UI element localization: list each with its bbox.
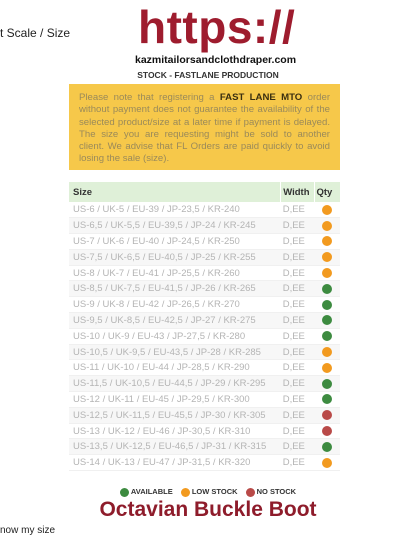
scale-size-label: t Scale / Size <box>0 26 71 40</box>
fastlane-notice <box>69 84 340 170</box>
size-cell: US-13,5 / UK-12,5 / EU-46,5 / JP-31 / KR-315 <box>69 439 281 455</box>
size-cell: US-12,5 / UK-11,5 / EU-45,5 / JP-30 / KR-305 <box>69 407 281 423</box>
size-cell: US-14 / UK-13 / EU-47 / JP-31,5 / KR-320 <box>69 455 281 471</box>
size-cell: US-6 / UK-5 / EU-39 / JP-23,5 / KR-240 <box>69 202 281 218</box>
size-cell: US-13 / UK-12 / EU-46 / JP-30,5 / KR-310 <box>69 423 281 439</box>
legend-available <box>120 487 173 497</box>
stock-status-dot-icon <box>322 426 332 436</box>
size-column-header: Size <box>69 182 281 202</box>
legend-low-stock <box>181 487 238 497</box>
stock-status-dot-icon <box>322 442 332 452</box>
qty-cell <box>314 392 340 408</box>
size-cell: US-9 / UK-8 / EU-42 / JP-26,5 / KR-270 <box>69 297 281 313</box>
qty-cell <box>314 407 340 423</box>
qty-cell <box>314 202 340 218</box>
watermark-domain: kazmitailorsandclothdraper.com <box>135 54 297 66</box>
stock-status-dot-icon <box>322 236 332 246</box>
legend-no-stock <box>246 487 296 497</box>
qty-cell <box>314 455 340 471</box>
stock-legend <box>0 487 416 497</box>
size-table-body <box>69 202 340 471</box>
width-cell: D,EE <box>281 249 314 265</box>
table-row <box>69 392 340 408</box>
width-cell: D,EE <box>281 455 314 471</box>
notice-highlight: FAST LANE MTO <box>219 92 303 103</box>
table-row <box>69 202 340 218</box>
size-cell: US-8,5 / UK-7,5 / EU-41,5 / JP-26 / KR-265 <box>69 281 281 297</box>
width-cell: D,EE <box>281 423 314 439</box>
width-cell: D,EE <box>281 265 314 281</box>
table-row <box>69 265 340 281</box>
qty-cell <box>314 344 340 360</box>
table-row <box>69 439 340 455</box>
stock-status-dot-icon <box>322 300 332 310</box>
watermark-url: https:// <box>138 1 296 53</box>
qty-cell <box>314 423 340 439</box>
stock-status-dot-icon <box>322 347 332 357</box>
width-cell: D,EE <box>281 407 314 423</box>
qty-column-header: Qty <box>314 182 340 202</box>
qty-cell <box>314 218 340 234</box>
width-cell: D,EE <box>281 392 314 408</box>
stock-status-dot-icon <box>322 331 332 341</box>
notice-text-part1: Please note that registering a <box>79 92 220 103</box>
width-cell: D,EE <box>281 376 314 392</box>
size-cell: US-10 / UK-9 / EU-43 / JP-27,5 / KR-280 <box>69 328 281 344</box>
low-stock-dot-icon <box>181 488 190 497</box>
table-row <box>69 455 340 471</box>
table-row <box>69 218 340 234</box>
table-row <box>69 249 340 265</box>
size-cell: US-12 / UK-11 / EU-45 / JP-29,5 / KR-300 <box>69 392 281 408</box>
width-cell: D,EE <box>281 202 314 218</box>
stock-status-dot-icon <box>322 315 332 325</box>
width-cell: D,EE <box>281 360 314 376</box>
size-cell: US-9,5 / UK-8,5 / EU-42,5 / JP-27 / KR-275 <box>69 313 281 329</box>
width-cell: D,EE <box>281 218 314 234</box>
legend-no-stock-label: NO STOCK <box>256 487 297 496</box>
size-cell: US-7 / UK-6 / EU-40 / JP-24,5 / KR-250 <box>69 234 281 250</box>
table-row <box>69 423 340 439</box>
qty-cell <box>314 297 340 313</box>
stock-title: STOCK - FASTLANE PRODUCTION <box>137 70 279 80</box>
stock-status-dot-icon <box>322 379 332 389</box>
width-cell: D,EE <box>281 439 314 455</box>
width-column-header: Width <box>281 182 314 202</box>
qty-cell <box>314 360 340 376</box>
table-row <box>69 376 340 392</box>
stock-status-dot-icon <box>322 410 332 420</box>
width-cell: D,EE <box>281 281 314 297</box>
qty-cell <box>314 313 340 329</box>
stock-status-dot-icon <box>322 363 332 373</box>
table-row <box>69 297 340 313</box>
show-my-size-link[interactable]: now my size <box>0 525 56 536</box>
qty-cell <box>314 265 340 281</box>
size-cell: US-8 / UK-7 / EU-41 / JP-25,5 / KR-260 <box>69 265 281 281</box>
stock-status-dot-icon <box>322 205 332 215</box>
qty-cell <box>314 281 340 297</box>
table-row <box>69 360 340 376</box>
legend-available-label: AVAILABLE <box>130 487 173 496</box>
stock-status-dot-icon <box>322 252 332 262</box>
product-title: Octavian Buckle Boot <box>99 498 317 521</box>
qty-cell <box>314 234 340 250</box>
stock-status-dot-icon <box>322 221 332 231</box>
width-cell: D,EE <box>281 297 314 313</box>
no-stock-dot-icon <box>246 488 255 497</box>
available-dot-icon <box>120 488 129 497</box>
width-cell: D,EE <box>281 234 314 250</box>
table-row <box>69 328 340 344</box>
width-cell: D,EE <box>281 313 314 329</box>
table-row <box>69 281 340 297</box>
qty-cell <box>314 249 340 265</box>
qty-cell <box>314 328 340 344</box>
table-row <box>69 344 340 360</box>
stock-status-dot-icon <box>322 284 332 294</box>
stock-status-dot-icon <box>322 394 332 404</box>
width-cell: D,EE <box>281 344 314 360</box>
size-cell: US-11 / UK-10 / EU-44 / JP-28,5 / KR-290 <box>69 360 281 376</box>
qty-cell <box>314 439 340 455</box>
table-header-row <box>69 182 340 202</box>
width-cell: D,EE <box>281 328 314 344</box>
size-cell: US-10,5 / UK-9,5 / EU-43,5 / JP-28 / KR-285 <box>69 344 281 360</box>
size-stock-table <box>69 182 340 471</box>
stock-status-dot-icon <box>322 458 332 468</box>
table-row <box>69 313 340 329</box>
size-cell: US-6,5 / UK-5,5 / EU-39,5 / JP-24 / KR-245 <box>69 218 281 234</box>
table-row <box>69 407 340 423</box>
stock-status-dot-icon <box>322 268 332 278</box>
table-row <box>69 234 340 250</box>
size-cell: US-7,5 / UK-6,5 / EU-40,5 / JP-25 / KR-255 <box>69 249 281 265</box>
size-cell: US-11,5 / UK-10,5 / EU-44,5 / JP-29 / KR-295 <box>69 376 281 392</box>
notice-text-part2: order without payment does not guarantee the availability of the selected product/size at a later time if payment is delayed. The size you are requesting might be sold to another client. We advise that FL Orders are paid quickly to avoid losing the sale (size). <box>79 92 331 165</box>
qty-cell <box>314 376 340 392</box>
legend-low-stock-label: LOW STOCK <box>191 487 238 496</box>
